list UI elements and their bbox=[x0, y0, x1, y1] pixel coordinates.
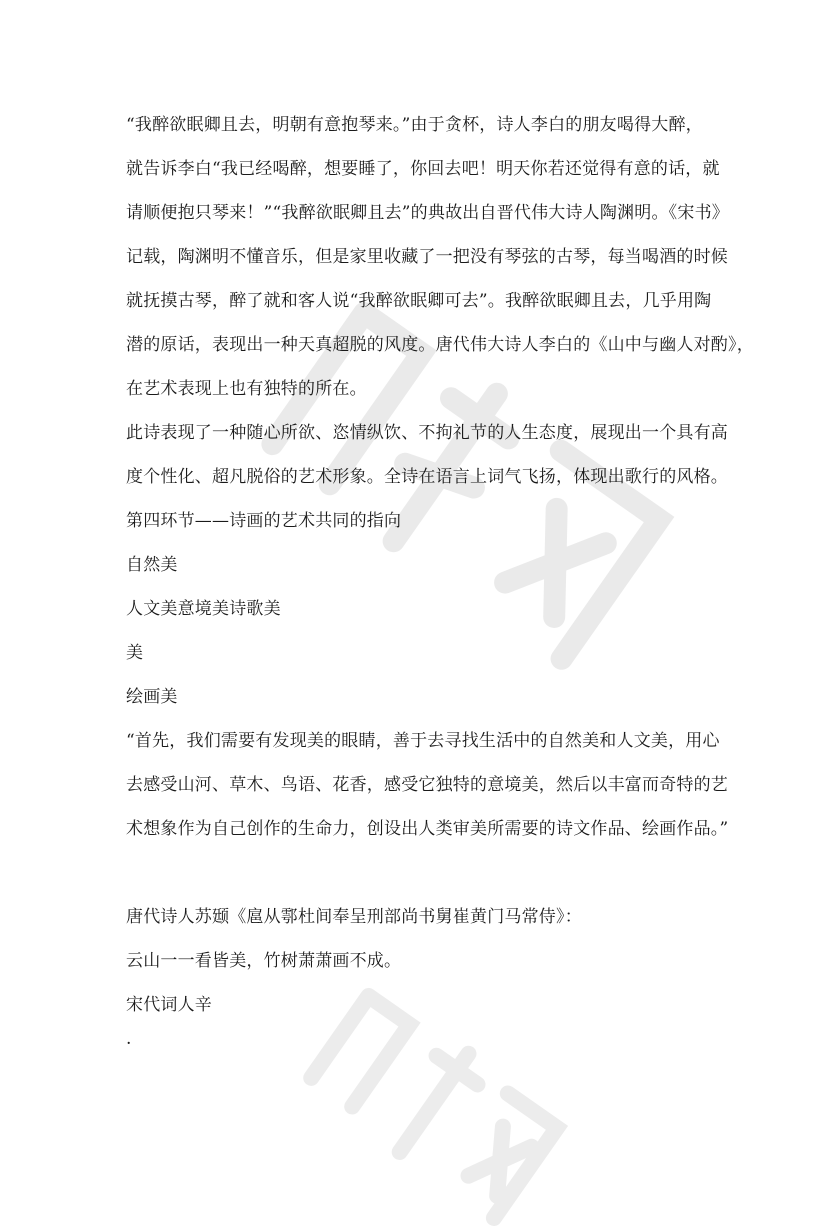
paragraph-line-9: 度个性化、超凡脱俗的艺术形象。全诗在语言上词气飞扬，体现出歌行的风格。 bbox=[126, 467, 728, 487]
quote-line-1: “首先，我们需要有发现美的眼睛，善于去寻找生活中的自然美和人文美，用心 bbox=[126, 731, 720, 751]
song-poet-line: 宋代词人辛 bbox=[126, 995, 212, 1015]
watermark-logo bbox=[213, 263, 706, 717]
paragraph-line-1: “我醉欲眠卿且去，明朝有意抱琴来。”由于贪杯，诗人李白的朋友喝得大醉， bbox=[126, 115, 703, 135]
quote-line-2: 去感受山河、草木、鸟语、花香，感受它独特的意境美，然后以丰富而奇特的艺 bbox=[126, 775, 728, 795]
item-beauty: 美 bbox=[126, 643, 144, 663]
item-natural-beauty: 自然美 bbox=[126, 555, 178, 575]
quote-line-3: 术想象作为自己创作的生命力，创设出人类审美所需要的诗文作品、绘画作品。” bbox=[126, 819, 729, 839]
paragraph-line-7: 在艺术表现上也有独特的所在。 bbox=[126, 379, 367, 399]
watermark-logo-bottom bbox=[283, 968, 576, 1232]
paragraph-line-5: 就抚摸古琴，醉了就和客人说“我醉欲眠卿可去”。我醉欲眠卿且去，几乎用陶 bbox=[126, 291, 712, 311]
poem-source: 唐代诗人苏颋《扈从鄠杜间奉呈刑部尚书舅崔黄门马常侍》： bbox=[126, 907, 582, 927]
item-humanistic-beauty: 人文美意境美诗歌美 bbox=[126, 599, 281, 619]
section-heading: 第四环节——诗画的艺术共同的指向 bbox=[126, 511, 402, 531]
item-painting-beauty: 绘画美 bbox=[126, 687, 178, 707]
paragraph-line-2: 就告诉李白“我已经喝醉，想要睡了，你回去吧！明天你若还觉得有意的话，就 bbox=[126, 159, 720, 179]
paragraph-line-4: 记载，陶渊明不懂音乐，但是家里收藏了一把没有琴弦的古琴，每当喝酒的时候 bbox=[126, 247, 728, 267]
paragraph-line-8: 此诗表现了一种随心所欲、恣情纵饮、不拘礼节的人生态度，展现出一个具有高 bbox=[126, 423, 728, 443]
paragraph-line-3: 请顺便抱只琴来！”“我醉欲眠卿且去”的典故出自晋代伟大诗人陶渊明。《宋书》 bbox=[126, 203, 729, 223]
poem-line: 云山一一看皆美，竹树萧萧画不成。 bbox=[126, 951, 402, 971]
paragraph-line-6: 潜的原话，表现出一种天真超脱的风度。唐代伟大诗人李白的《山中与幽人对酌》， bbox=[126, 335, 754, 355]
trailing-dot: . bbox=[126, 1029, 132, 1049]
